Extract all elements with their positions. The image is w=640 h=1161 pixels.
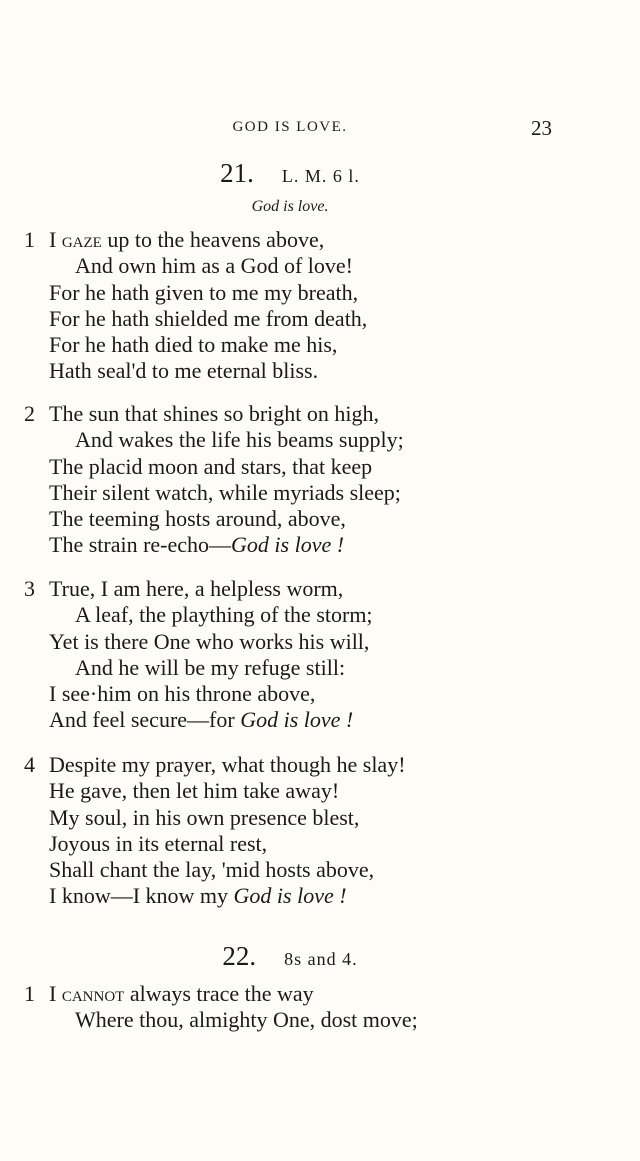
verse-line (24, 506, 584, 532)
line-text: And wakes the life his beams supply; (75, 427, 404, 453)
verse-line (24, 306, 584, 332)
stanza-number: 1 (24, 981, 35, 1006)
hymn-22-heading (0, 941, 580, 972)
hymn-number: 22. (222, 941, 257, 971)
line-text: The teeming hosts around, above, (49, 506, 346, 532)
line-text: Hath seal'd to me eternal bliss. (49, 358, 319, 384)
verse-line (24, 480, 584, 506)
italic-phrase: God is love ! (233, 883, 347, 909)
line-text: The sun that shines so bright on high, (49, 401, 379, 426)
verse-line (24, 752, 584, 778)
verse-line (24, 655, 584, 681)
verse-line (24, 454, 584, 480)
line-text: For he hath given to me my breath, (49, 279, 359, 305)
verse-line (24, 427, 584, 453)
line-text: A leaf, the plaything of the storm; (75, 602, 373, 628)
line-text: For he hath shielded me from death, (49, 305, 368, 331)
hymn-21-stanza-4 (24, 752, 584, 910)
verse-line (24, 1007, 584, 1033)
verse-line (24, 857, 584, 883)
hymn-21-stanza-3 (24, 576, 584, 734)
verse-line (24, 831, 584, 857)
line-text: Their silent watch, while myriads sleep; (49, 479, 401, 505)
line-text: I see·him on his throne above, (49, 681, 316, 707)
verse-line (24, 629, 584, 655)
line-text: True, I am here, a helpless worm, (49, 576, 344, 601)
hymn-subtitle: God is love. (251, 198, 329, 215)
running-head (0, 116, 640, 140)
verse-line (24, 401, 584, 427)
line-text: Where thou, almighty One, dost move; (75, 1007, 418, 1033)
stanza-number: 4 (24, 752, 35, 777)
verse-line (24, 332, 584, 358)
line-text: Shall chant the lay, 'mid hosts above, (49, 857, 375, 883)
verse-line (24, 681, 584, 707)
line-text: And own him as a God of love! (75, 253, 354, 279)
hymn-21-stanza-2 (24, 401, 584, 559)
line-text: My soul, in his own presence blest, (49, 804, 360, 830)
line-text: I cannot always trace the way (49, 981, 314, 1006)
line-text: Yet is there One who works his will, (49, 628, 370, 654)
line-text: The strain re-echo—God is love ! (49, 532, 345, 558)
small-caps-word: cannot (61, 981, 125, 1006)
verse-line (24, 981, 584, 1007)
verse-line (24, 532, 584, 558)
verse-line (24, 805, 584, 831)
hymn-21-stanza-1 (24, 227, 584, 385)
verse-line (24, 707, 584, 733)
stanza-number: 1 (24, 227, 35, 252)
small-caps-word: gaze (61, 227, 102, 252)
stanza-number: 2 (24, 401, 35, 426)
line-text: The placid moon and stars, that keep (49, 453, 373, 479)
verse-line (24, 883, 584, 909)
hymn-meter: 8s and 4. (284, 949, 358, 969)
hymn-22-stanza-1 (24, 981, 584, 1034)
line-text: Joyous in its eternal rest, (49, 830, 268, 856)
line-text: He gave, then let him take away! (49, 778, 340, 804)
hymn-number: 21. (220, 158, 254, 188)
line-text: Despite my prayer, what though he slay! (49, 752, 406, 777)
page-number: 23 (531, 116, 552, 140)
line-text: And he will be my refuge still: (75, 654, 346, 680)
verse-line (24, 253, 584, 279)
line-text: I know—I know my God is love ! (49, 883, 347, 909)
line-text: For he hath died to make me his, (49, 332, 338, 358)
verse-line (24, 358, 584, 384)
stanza-number: 3 (24, 576, 35, 601)
verse-line (24, 602, 584, 628)
hymn-meter: L. M. 6 l. (281, 166, 360, 186)
verse-line (24, 280, 584, 306)
verse-line (24, 778, 584, 804)
verse-line (24, 576, 584, 602)
hymn-21-heading (0, 158, 580, 189)
line-text: And feel secure—for God is love ! (49, 707, 354, 733)
italic-phrase: God is love ! (240, 707, 354, 733)
verse-line (24, 227, 584, 253)
line-text: I gaze up to the heavens above, (49, 227, 325, 252)
running-title: GOD IS LOVE. (232, 119, 348, 135)
italic-phrase: God is love ! (231, 532, 345, 558)
